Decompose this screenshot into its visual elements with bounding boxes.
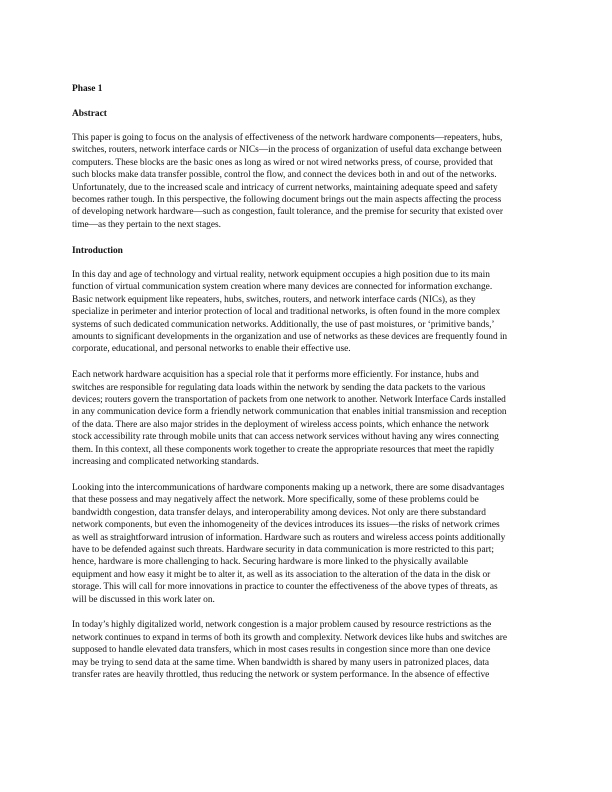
text-line: supposed to handle elevated data transfers, which in most cases results in congestion since more than one device	[72, 645, 491, 656]
text-line: hence, hardware is more challenging to hack. Securing hardware is more linked to the physically available	[72, 557, 469, 568]
intro-paragraph-1	[72, 269, 542, 356]
text-line: Unfortunately, due to the increased scale and intricacy of current networks, maintaining adequate speed and safety	[72, 182, 498, 193]
text-line: increasing and complicated networking standards.	[72, 457, 259, 468]
text-line: that these possess and may negatively affect the network. More specifically, some of these problems could be	[72, 495, 479, 506]
text-line: storage. This will call for more innovations in practice to counter the effectiveness of the above types of threats, as	[72, 582, 498, 593]
text-line: of the data. There are also major strides in the deployment of wireless access points, which enhance the network	[72, 419, 489, 430]
text-line: Each network hardware acquisition has a special role that it performs more efficiently. For instance, hubs and	[72, 370, 479, 381]
abstract-heading: Abstract	[72, 108, 107, 119]
text-line: devices; routers govern the transportation of packets from one network to another. Network Interface Cards installed	[72, 395, 506, 406]
text-line: network components, but even the inhomogeneity of the devices introduces its issues—the risks of network crimes	[72, 520, 500, 531]
intro-paragraph-4	[72, 619, 542, 681]
document-body	[72, 83, 542, 681]
text-line: of developing network hardware—such as congestion, fault tolerance, and the premise for security that existed over	[72, 207, 503, 218]
text-line: them. In this context, all these components work together to create the appropriate resources that meet the rapidly	[72, 444, 495, 455]
text-line: specialize in perimeter and interior protection of local and traditional networks, is often found in the more complex	[72, 307, 501, 318]
text-line: computers. These blocks are the basic ones as long as wired or not wired networks press, of course, provided that	[72, 157, 493, 168]
introduction-heading: Introduction	[72, 245, 123, 256]
text-line: transfer rates are heavily throttled, thus reducing the network or system performance. In the absence of effective	[72, 669, 490, 680]
text-line: becomes rather tough. In this perspective, the following document brings out the main aspects affecting the process	[72, 195, 502, 205]
text-line: may be trying to send data at the same time. When bandwidth is shared by many users in patronized places, data	[72, 657, 490, 668]
text-line: amounts to significant developments in the organization and use of networks as these devices are frequently found in	[72, 332, 508, 343]
text-line: have to be defended against such threats. Hardware security in data communication is more restricted to this part;	[72, 544, 494, 555]
intro-paragraph-2	[72, 369, 542, 468]
intro-paragraph-3	[72, 482, 542, 606]
text-line: Looking into the intercommunications of hardware components making up a network, there are some disadvantages	[72, 482, 505, 493]
text-line: corporate, educational, and personal networks to enable their effective use.	[72, 344, 351, 355]
text-line: equipment and how easy it might be to alter it, as well as its association to the alteration of the data in the disk or	[72, 569, 491, 580]
abstract-paragraph	[72, 132, 542, 231]
text-line: switches, routers, network interface cards or NICs—in the process of organization of useful data exchange between	[72, 145, 502, 156]
text-line: This paper is going to focus on the analysis of effectiveness of the network hardware components—repeaters, hubs,	[72, 132, 503, 143]
text-line: stock accessibility rate through mobile units that can access network services without having any wires connecting	[72, 432, 499, 443]
text-line: network continues to expand in terms of both its growth and complexity. Network devices like hubs and switches are	[72, 632, 508, 643]
text-line: bandwidth congestion, data transfer delays, and interoperability among devices. Not only are there substandard	[72, 507, 486, 518]
text-line: Basic network equipment like repeaters, hubs, switches, routers, and network interface cards (NICs), as they	[72, 294, 476, 305]
phase-heading: Phase 1	[72, 84, 103, 94]
text-line: In this day and age of technology and virtual reality, network equipment occupies a high position due to its main	[72, 270, 490, 280]
text-line: time—as they pertain to the next stages.	[72, 219, 222, 230]
text-line: systems of such dedicated communication networks. Additionally, the use of past moistures, or ‘primitive bands,’	[72, 319, 495, 330]
text-line: In today’s highly digitalized world, network congestion is a major problem caused by resource restrictions as the	[72, 620, 492, 631]
text-line: in any communication device form a friendly network communication that enables initial transmission and reception	[72, 407, 507, 418]
text-line: will be discussed in this work later on.	[72, 594, 215, 605]
text-line: function of virtual communication system creation where many devices are connected for information exchange.	[72, 282, 493, 293]
text-line: switches are responsible for regulating data loads within the network by sending the data packets to the various	[72, 382, 486, 393]
text-line: such blocks make data transfer possible, control the flow, and connect the devices both in and out of the networks.	[72, 170, 497, 181]
text-line: as well as straightforward intrusion of information. Hardware such as routers and wireless access points additionally	[72, 532, 506, 543]
